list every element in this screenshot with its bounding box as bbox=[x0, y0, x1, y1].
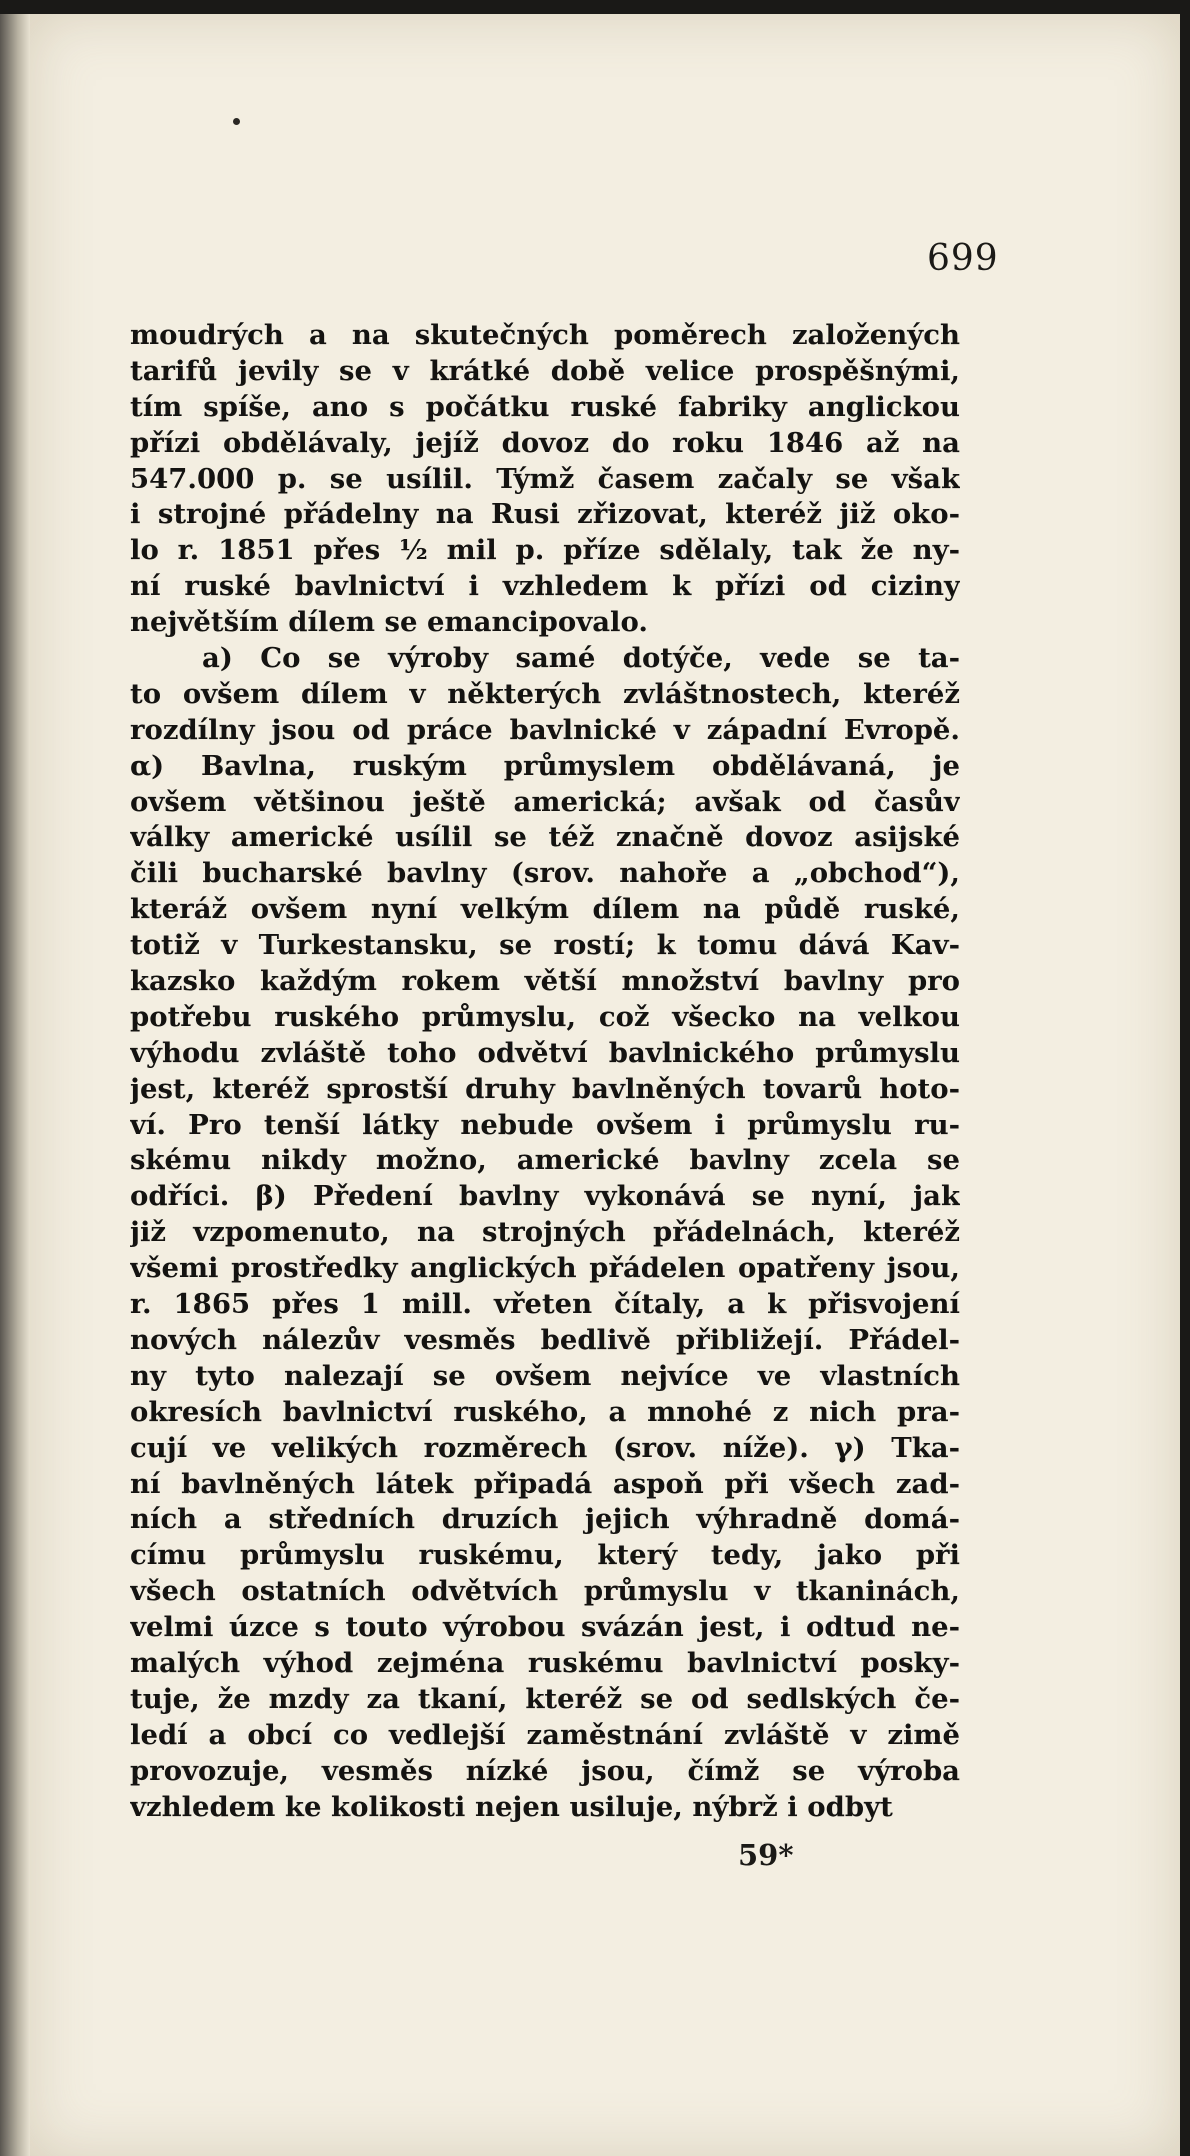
text-line: jest, kteréž sprostší druhy bavlněných tovarů hoto- bbox=[130, 1072, 960, 1105]
text-line: okresích bavlnictví ruského, a mnohé z nich pra- bbox=[130, 1395, 960, 1428]
text-line: i strojné přádelny na Rusi zřizovat, kteréž již oko- bbox=[130, 498, 960, 531]
text-line: α) Bavlna, ruským průmyslem obdělávaná, je bbox=[130, 749, 960, 782]
text-line: cují ve velikých rozměrech (srov. níže). γ) Tka- bbox=[130, 1431, 960, 1464]
text-line: čili bucharské bavlny (srov. nahoře a „obchod“), bbox=[130, 857, 960, 890]
text-line: všemi prostředky anglických přádelen opatřeny jsou, bbox=[130, 1252, 960, 1285]
text-line: potřebu ruského průmyslu, což všecko na velkou bbox=[130, 1000, 960, 1033]
text-line: moudrých a na skutečných poměrech založených bbox=[130, 319, 960, 351]
text-line: provozuje, vesměs nízké jsou, čímž se výroba bbox=[130, 1754, 960, 1787]
text-line: vzhledem ke kolikosti nejen usiluje, nýbrž i odbyt bbox=[130, 1790, 893, 1823]
text-line: velmi úzce s touto výrobou svázán jest, i odtud ne- bbox=[130, 1611, 960, 1644]
book-gutter bbox=[0, 14, 30, 2156]
text-line: malých výhod zejména ruskému bavlnictví posky- bbox=[130, 1646, 960, 1679]
text-line: kazsko každým rokem větší množství bavlny pro bbox=[130, 965, 960, 998]
text-line: tím spíše, ano s počátku ruské fabriky anglickou bbox=[130, 390, 960, 423]
text-line: přízi obdělávaly, jejíž dovoz do roku 1846 až na bbox=[130, 426, 960, 459]
text-line: tarifů jevily se v krátké době velice prospěšnými, bbox=[130, 354, 960, 387]
text-line: skému nikdy možno, americké bavlny zcela se bbox=[130, 1144, 960, 1177]
text-line: tuje, že mzdy za tkaní, kteréž se od sedlských če- bbox=[130, 1682, 960, 1715]
printer-signature-mark: 59* bbox=[738, 1838, 794, 1872]
text-line: címu průmyslu ruskému, který tedy, jako při bbox=[130, 1539, 960, 1572]
text-line: všech ostatních odvětvích průmyslu v tkaninách, bbox=[130, 1575, 960, 1608]
text-line: již vzpomenuto, na strojných přádelnách, kteréž bbox=[130, 1216, 960, 1249]
text-line: ledí a obcí co vedlejší zaměstnání zvláště v zimě bbox=[130, 1718, 960, 1751]
text-line: 547.000 p. se usílil. Týmž časem začaly se však bbox=[130, 462, 960, 495]
text-line: totiž v Turkestansku, se rostí; k tomu dává Kav- bbox=[130, 929, 960, 962]
text-line: ní bavlněných látek připadá aspoň při všech zad- bbox=[130, 1467, 960, 1500]
text-line: odříci. β) Předení bavlny vykonává se nyní, jak bbox=[130, 1180, 960, 1213]
text-line: ny tyto nalezají se ovšem nejvíce ve vlastních bbox=[130, 1359, 960, 1392]
text-line: ních a středních druzích jejich výhradně domá- bbox=[130, 1503, 960, 1536]
text-line: kteráž ovšem nyní velkým dílem na půdě ruské, bbox=[130, 893, 960, 926]
page-number: 699 bbox=[927, 238, 999, 279]
text-line: ovšem většinou ještě americká; avšak od časův bbox=[130, 785, 960, 818]
text-line: ní ruské bavlnictví i vzhledem k přízi od ciziny bbox=[130, 570, 960, 603]
text-line: nových nálezův vesměs bedlivě přibližejí. Přádel- bbox=[130, 1323, 960, 1356]
text-line: lo r. 1851 přes ½ mil p. příze sdělaly, tak že ny- bbox=[130, 534, 960, 567]
text-line: r. 1865 přes 1 mill. vřeten čítaly, a k přisvojení bbox=[130, 1288, 960, 1321]
text-line: výhodu zvláště toho odvětví bavlnického průmyslu bbox=[130, 1036, 960, 1069]
text-line: války americké usílil se též značně dovoz asijské bbox=[130, 821, 960, 854]
text-line: a) Co se výroby samé dotýče, vede se ta- bbox=[202, 642, 960, 675]
text-line: ví. Pro tenší látky nebude ovšem i průmyslu ru- bbox=[130, 1108, 960, 1141]
body-text bbox=[130, 318, 960, 1825]
text-line: rozdílny jsou od práce bavlnické v západní Evropě. bbox=[130, 713, 960, 746]
ink-speck bbox=[233, 118, 240, 125]
text-line: největším dílem se emancipovalo. bbox=[130, 606, 648, 639]
text-line: to ovšem dílem v některých zvláštnostech, kteréž bbox=[130, 677, 960, 710]
